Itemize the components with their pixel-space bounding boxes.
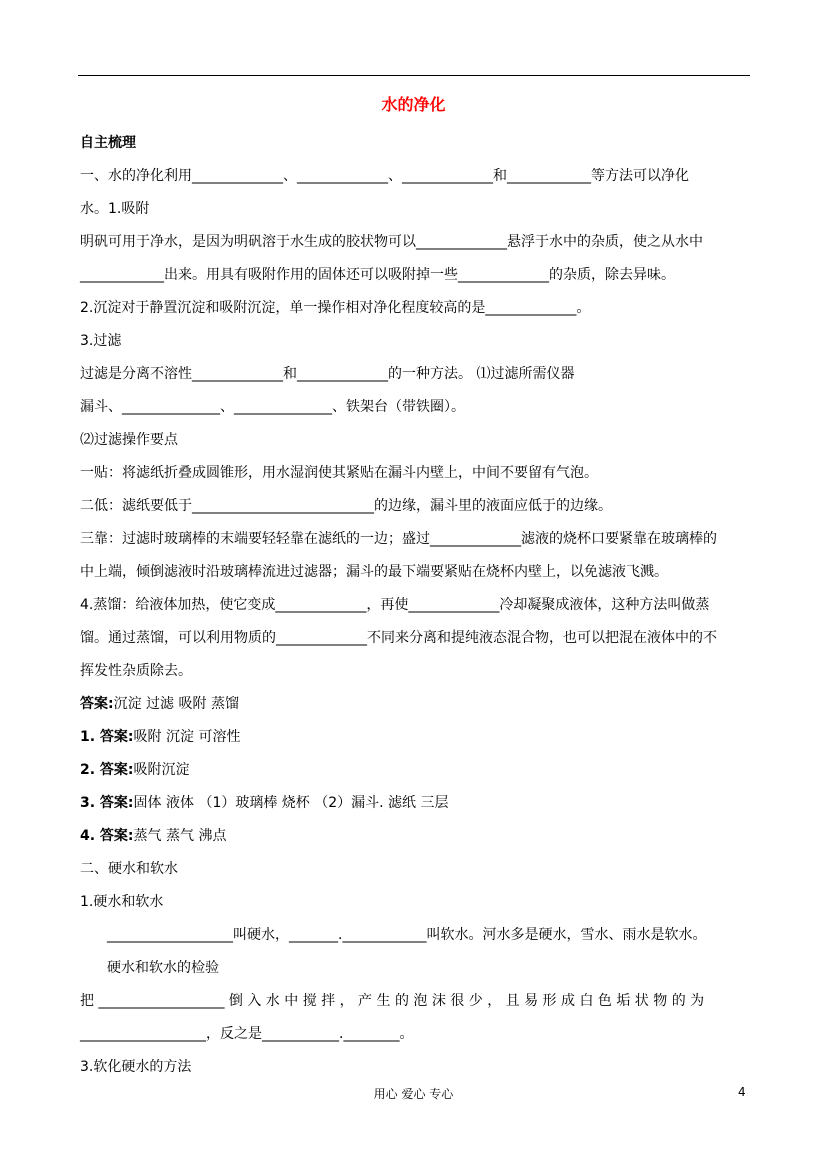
page-number: 4 bbox=[738, 1085, 746, 1099]
text-line bbox=[80, 1051, 750, 1084]
text-line bbox=[80, 424, 750, 457]
text-line bbox=[80, 160, 750, 193]
text-line bbox=[80, 358, 750, 391]
text-line bbox=[80, 193, 750, 226]
text-line bbox=[80, 325, 750, 358]
answer-label: 1. 答案: bbox=[80, 729, 134, 745]
line-text: 中上端，倾倒滤液时沿玻璃棒流进过滤器；漏斗的最下端要紧贴在烧杯内壁上，以免滤液飞溅。 bbox=[80, 564, 668, 580]
line-text: __________________，反之是___________.________。 bbox=[80, 1026, 414, 1042]
line-text: 4.蒸馏：给液体加热，使它变成_____________，再使_____________冷却凝聚成液体，这种方法叫做蒸 bbox=[80, 597, 710, 613]
document-body bbox=[80, 127, 750, 1084]
line-text: ⑵过滤操作要点 bbox=[80, 432, 178, 448]
line-text: ____________出来。用具有吸附作用的固体还可以吸附掉一些_____________的杂质，除去异味。 bbox=[80, 267, 675, 283]
text-line bbox=[80, 754, 750, 787]
line-text: 二低：滤纸要低于__________________________的边缘，漏斗里的液面应低于的边缘。 bbox=[80, 498, 612, 514]
text-line bbox=[80, 919, 750, 952]
text-line bbox=[80, 457, 750, 490]
text-line bbox=[80, 292, 750, 325]
text-line bbox=[80, 556, 750, 589]
answer-label: 答案: bbox=[80, 696, 114, 712]
line-text: 2.沉淀对于静置沉淀和吸附沉淀，单一操作相对净化程度较高的是_____________。 bbox=[80, 300, 591, 316]
line-text: 沉淀 过滤 吸附 蒸馏 bbox=[113, 696, 239, 712]
line-text: 过滤是分离不溶性_____________和_____________的一种方法。 ⑴过滤所需仪器 bbox=[80, 366, 575, 382]
text-line bbox=[80, 688, 750, 721]
text-line bbox=[80, 853, 750, 886]
line-text: 自主梳理 bbox=[80, 135, 136, 151]
text-line bbox=[80, 259, 750, 292]
text-line bbox=[80, 622, 750, 655]
text-line bbox=[80, 226, 750, 259]
text-line bbox=[80, 391, 750, 424]
line-text: 一贴：将滤纸折叠成圆锥形，用水湿润使其紧贴在漏斗内壁上，中间不要留有气泡。 bbox=[80, 465, 598, 481]
line-text: 挥发性杂质除去。 bbox=[80, 663, 192, 679]
line-text: 1.硬水和软水 bbox=[80, 894, 164, 910]
answer-label: 4. 答案: bbox=[80, 828, 134, 844]
answer-label: 2. 答案: bbox=[80, 762, 134, 778]
text-line bbox=[80, 655, 750, 688]
text-line bbox=[80, 820, 750, 853]
text-line bbox=[80, 886, 750, 919]
text-line bbox=[80, 490, 750, 523]
line-text: 漏斗、______________、______________、铁架台（带铁圈）。 bbox=[80, 399, 465, 415]
text-line bbox=[80, 1018, 750, 1051]
line-text: 3.过滤 bbox=[80, 333, 122, 349]
text-line bbox=[80, 721, 750, 754]
line-text: 三靠：过滤时玻璃棒的末端要轻轻靠在滤纸的一边；盛过_____________滤液的烧杯口要紧靠在玻璃棒的 bbox=[80, 531, 717, 547]
line-text: 水。1.吸附 bbox=[80, 201, 150, 217]
line-text: 蒸气 蒸气 沸点 bbox=[133, 828, 227, 844]
line-text: 馏。通过蒸馏，可以利用物质的_____________不同来分离和提纯液态混合物，也可以把混在液体中的不 bbox=[80, 630, 717, 646]
line-text: __________________叫硬水，_______.____________叫软水。河水多是硬水，雪水、雨水是软水。 bbox=[107, 927, 707, 943]
header-rule bbox=[78, 75, 750, 76]
text-line bbox=[80, 127, 750, 160]
line-text: 3.软化硬水的方法 bbox=[80, 1059, 192, 1075]
document-title: 水的净化 bbox=[381, 95, 446, 114]
line-text: 吸附 沉淀 可溶性 bbox=[133, 729, 241, 745]
line-text: 二、硬水和软水 bbox=[80, 861, 178, 877]
line-text: 硬水和软水的检验 bbox=[107, 960, 219, 976]
answer-label: 3. 答案: bbox=[80, 795, 134, 811]
text-line bbox=[80, 589, 750, 622]
text-line bbox=[80, 787, 750, 820]
line-text: 一、水的净化利用_____________、_____________、_____________和____________等方法可以净化 bbox=[80, 168, 689, 184]
line-text: 吸附沉淀 bbox=[133, 762, 190, 778]
text-line bbox=[80, 985, 750, 1018]
text-line bbox=[80, 952, 750, 985]
line-text: 固体 液体 （1）玻璃棒 烧杯 （2）漏斗. 滤纸 三层 bbox=[133, 795, 449, 811]
text-line bbox=[80, 523, 750, 556]
line-text: 明矾可用于净水，是因为明矾溶于水生成的胶状物可以_____________悬浮于水中的杂质，使之从水中 bbox=[80, 234, 703, 250]
page-footer: 用心 爱心 专心 bbox=[373, 1087, 454, 1101]
line-text: 把 __________________ 倒 入 水 中 搅 拌 ， 产 生 的 泡 沫 很 少 ， 且 易 形 成 白 色 垢 状 物 的 为 bbox=[80, 993, 705, 1009]
